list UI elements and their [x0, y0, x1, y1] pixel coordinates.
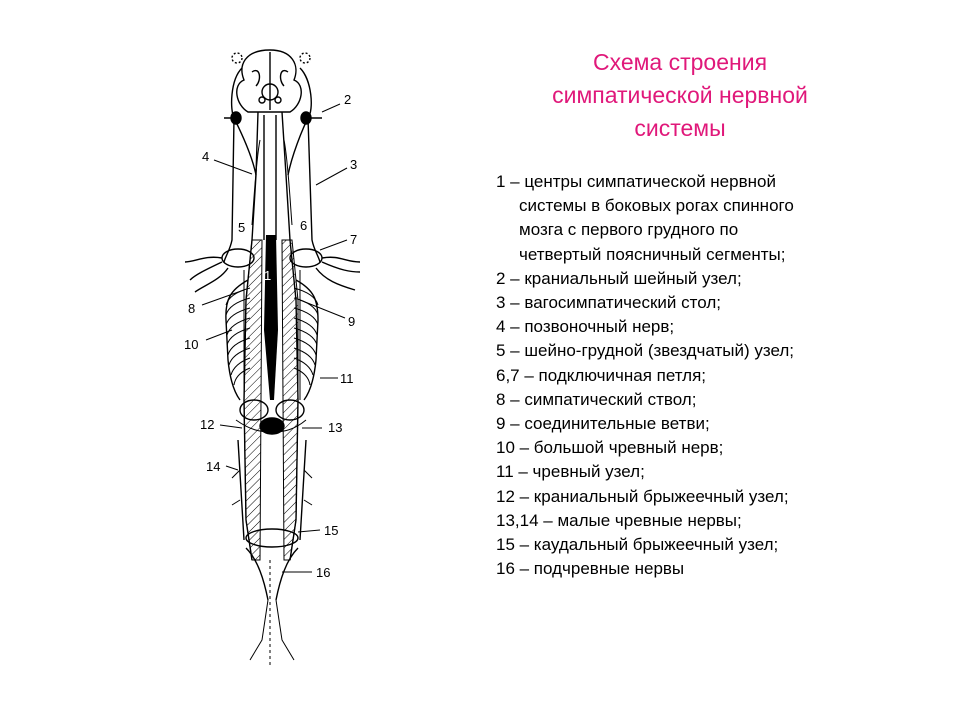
legend-list	[496, 170, 916, 581]
diagram-label-15: 15	[324, 523, 339, 538]
legend-item	[496, 339, 916, 363]
legend-item-continuation: четвертый поясничный сегменты;	[519, 244, 786, 264]
legend-item-text: 11 – чревный узел;	[496, 462, 645, 482]
legend-item	[496, 170, 916, 267]
legend-item	[496, 291, 916, 315]
right-cranial-cervical-ganglion	[301, 112, 311, 124]
sympathetic-centers-lateral-horns	[264, 235, 278, 400]
legend-item-text: 3 – вагосимпатический стол;	[496, 293, 721, 313]
title-line: системы	[634, 115, 726, 141]
legend-item	[496, 460, 916, 484]
legend-item-text: 9 – соединительные ветви;	[496, 414, 710, 434]
leader-line-15	[298, 530, 320, 532]
leader-line-2	[322, 104, 340, 112]
diagram-label-14: 14	[206, 459, 221, 474]
legend-item-continuation: системы в боковых рогах спинного	[519, 196, 794, 216]
leader-line-3	[316, 168, 347, 185]
legend-item	[496, 364, 916, 388]
legend-item-text: 16 – подчревные нервы	[496, 559, 685, 579]
legend-item	[496, 557, 916, 581]
legend-item-text: 12 – краниальный брыжеечный узел;	[496, 486, 789, 506]
legend-item-text: 6,7 – подключичная петля;	[496, 365, 707, 385]
legend-item-text: 4 – позвоночный нерв;	[496, 317, 675, 337]
diagram-label-12: 12	[200, 417, 215, 432]
left-cranial-cervical-ganglion	[231, 112, 241, 124]
title-line: Схема строения	[592, 49, 768, 75]
legend-item-text: 2 – краниальный шейный узел;	[496, 268, 742, 288]
diagram-label-3: 3	[350, 157, 358, 172]
title-line: симпатической нервной	[552, 82, 808, 108]
diagram-label-16: 16	[316, 565, 331, 580]
legend-item	[496, 412, 916, 436]
page-title	[500, 46, 860, 145]
legend-item	[496, 509, 916, 533]
hatched-thoracic-region	[244, 240, 262, 560]
legend-item	[496, 315, 916, 339]
diagram-label-11: 11	[340, 371, 354, 386]
legend-item	[496, 436, 916, 460]
diagram-label-2: 2	[344, 92, 352, 107]
sympathetic-nervous-system-diagram	[0, 0, 470, 720]
legend-item-text: 5 – шейно-грудной (звездчатый) узел;	[496, 341, 795, 361]
legend-item-text: 1 – центры симпатической нервной	[496, 172, 776, 191]
legend-item	[496, 533, 916, 557]
leader-line-10	[206, 330, 232, 340]
legend-item-text: 15 – каудальный брыжеечный узел;	[496, 535, 779, 555]
legend-item-text: 13,14 – малые чревные нервы;	[496, 510, 742, 530]
diagram-label-4: 4	[202, 149, 210, 164]
diagram-label-9: 9	[348, 314, 356, 329]
leader-line-14	[226, 466, 238, 470]
legend-item-continuation: мозга с первого грудного по	[519, 220, 739, 240]
diagram-label-13: 13	[328, 420, 343, 435]
diagram-label-6: 6	[300, 218, 308, 233]
legend-item-text: 8 – симпатический ствол;	[496, 389, 697, 409]
diagram-label-8: 8	[188, 301, 196, 316]
legend-item	[496, 388, 916, 412]
diagram-label-1: 1	[264, 268, 272, 283]
leader-line-9	[300, 300, 345, 318]
diagram-label-10: 10	[184, 337, 199, 352]
leader-line-12	[220, 425, 242, 428]
leader-line-7	[320, 240, 347, 250]
legend-item	[496, 267, 916, 291]
legend-item	[496, 485, 916, 509]
brain-outline	[237, 50, 301, 112]
legend-item-text: 10 – большой чревный нерв;	[496, 438, 724, 458]
diagram-label-7: 7	[350, 232, 358, 247]
diagram-label-5: 5	[238, 220, 246, 235]
